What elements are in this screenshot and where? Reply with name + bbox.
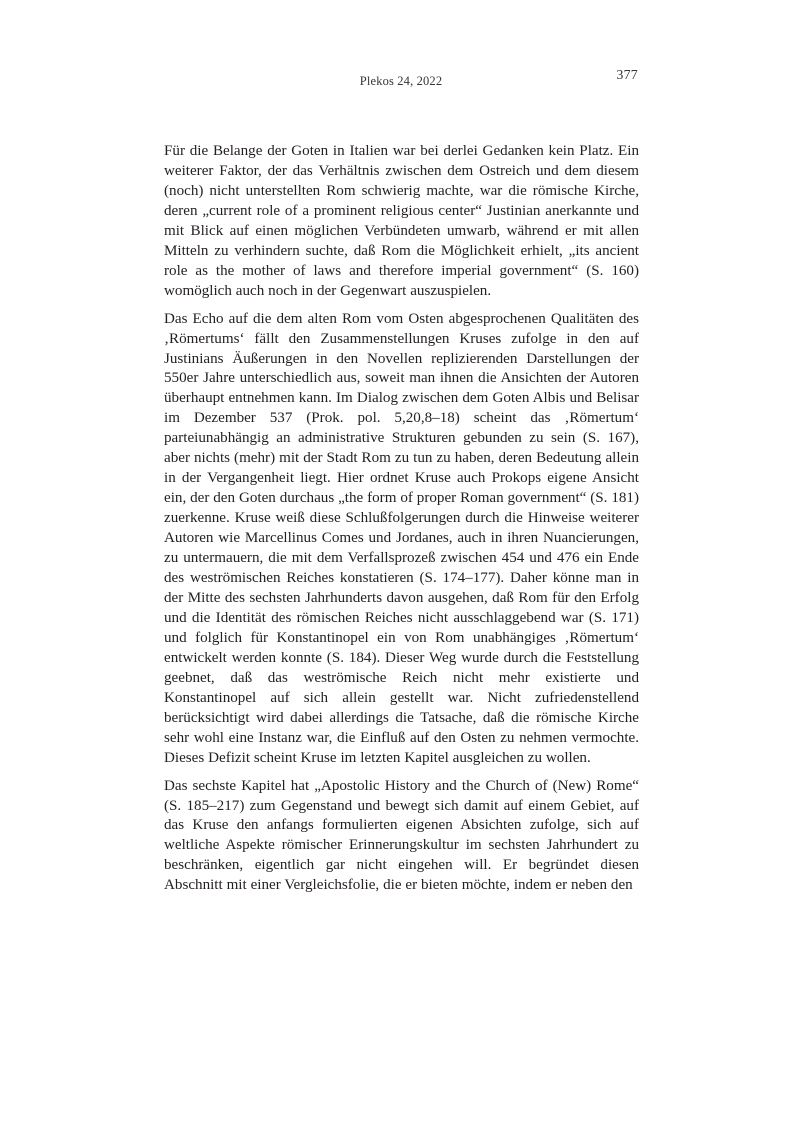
page-header	[164, 68, 638, 98]
body-paragraph: Das sechste Kapitel hat „Apostolic History and the Church of (New) Rome“ (S. 185–217) zum Gegenstand und bewegt sich damit auf einem Gebiet, auf das Kruse den anfangs formulierten eigenen Absichten zufolge, sich auf weltliche Aspekte römischer Erinnerungskultur im sechsten Jahrhundert zu beschränken, eigentlich gar nicht eingehen will. Er begründet diesen Abschnitt mit einer Vergleichsfolie, die er bieten möchte, indem er neben den	[164, 777, 639, 894]
body-paragraph: Das Echo auf die dem alten Rom vom Osten abgesprochenen Qualitäten des ‚Römertums‘ fällt den Zusammenstellungen Kruses zufolge in den auf Justinians Äußerungen in den Novellen replizierenden Darstellungen der 550er Jahre unterschiedlich aus, soweit man ihnen die Ansichten der Autoren überhaupt entnehmen kann. Im Dialog zwischen dem Goten Albis und Belisar im Dezember 537 (Prok. pol. 5,20,8–18) scheint das ‚Römertum‘ parteiunabhängig an administrative Strukturen gebunden zu sein (S. 167), aber nichts (mehr) mit der Stadt Rom zu tun zu haben, deren Bedeutung allein in der Vergangenheit liegt. Hier ordnet Kruse auch Prokops eigene Ansicht ein, der den Goten durchaus „the form of proper Roman government“ (S. 181) zuerkenne. Kruse weiß diese Schlußfolgerungen durch die Hinweise weiterer Autoren wie Marcellinus Comes und Jordanes, auch in ihren Nuancierungen, zu untermauern, die mit dem Verfallsprozeß zwischen 454 und 476 ein Ende des weströmischen Reiches konstatieren (S. 174–177). Daher könne man in der Mitte des sechsten Jahrhunderts davon ausgehen, daß Rom für den Erfolg und die Identität des römischen Reiches nicht ausschlaggebend war (S. 171) und folglich für Konstantinopel ein von Rom unabhängiges ‚Römertum‘ entwickelt werden konnte (S. 184). Dieser Weg wurde durch die Feststellung geebnet, daß das weströmische Reich nicht mehr existierte und Konstantinopel auf sich allein gestellt war. Nicht zufriedenstellend berücksichtigt wird dabei allerdings die Tatsache, daß die römische Kirche sehr wohl eine Instanz war, die Einfluß auf den Osten zu nehmen vermochte. Dieses Defizit scheint Kruse im letzten Kapitel ausgleichen zu wollen.	[164, 310, 639, 766]
body-text-block	[164, 142, 639, 896]
body-paragraph: Für die Belange der Goten in Italien war bei derlei Gedanken kein Platz. Ein weiterer Faktor, der das Verhältnis zwischen dem Ostreich und dem diesem (noch) nicht unterstellten Rom schwierig machte, war die römische Kirche, deren „current role of a prominent religious center“ Justinian anerkannte und mit Blick auf einen möglichen Verbündeten umwarb, während er mit allen Mitteln zu verhindern suchte, daß Rom die Möglichkeit erhielt, „its ancient role as the mother of laws and therefore imperial government“ (S. 160) womöglich auch noch in der Gegenwart auszuspielen.	[164, 143, 639, 299]
page-number: 377	[616, 68, 638, 83]
running-head: Plekos 24, 2022	[359, 74, 443, 88]
